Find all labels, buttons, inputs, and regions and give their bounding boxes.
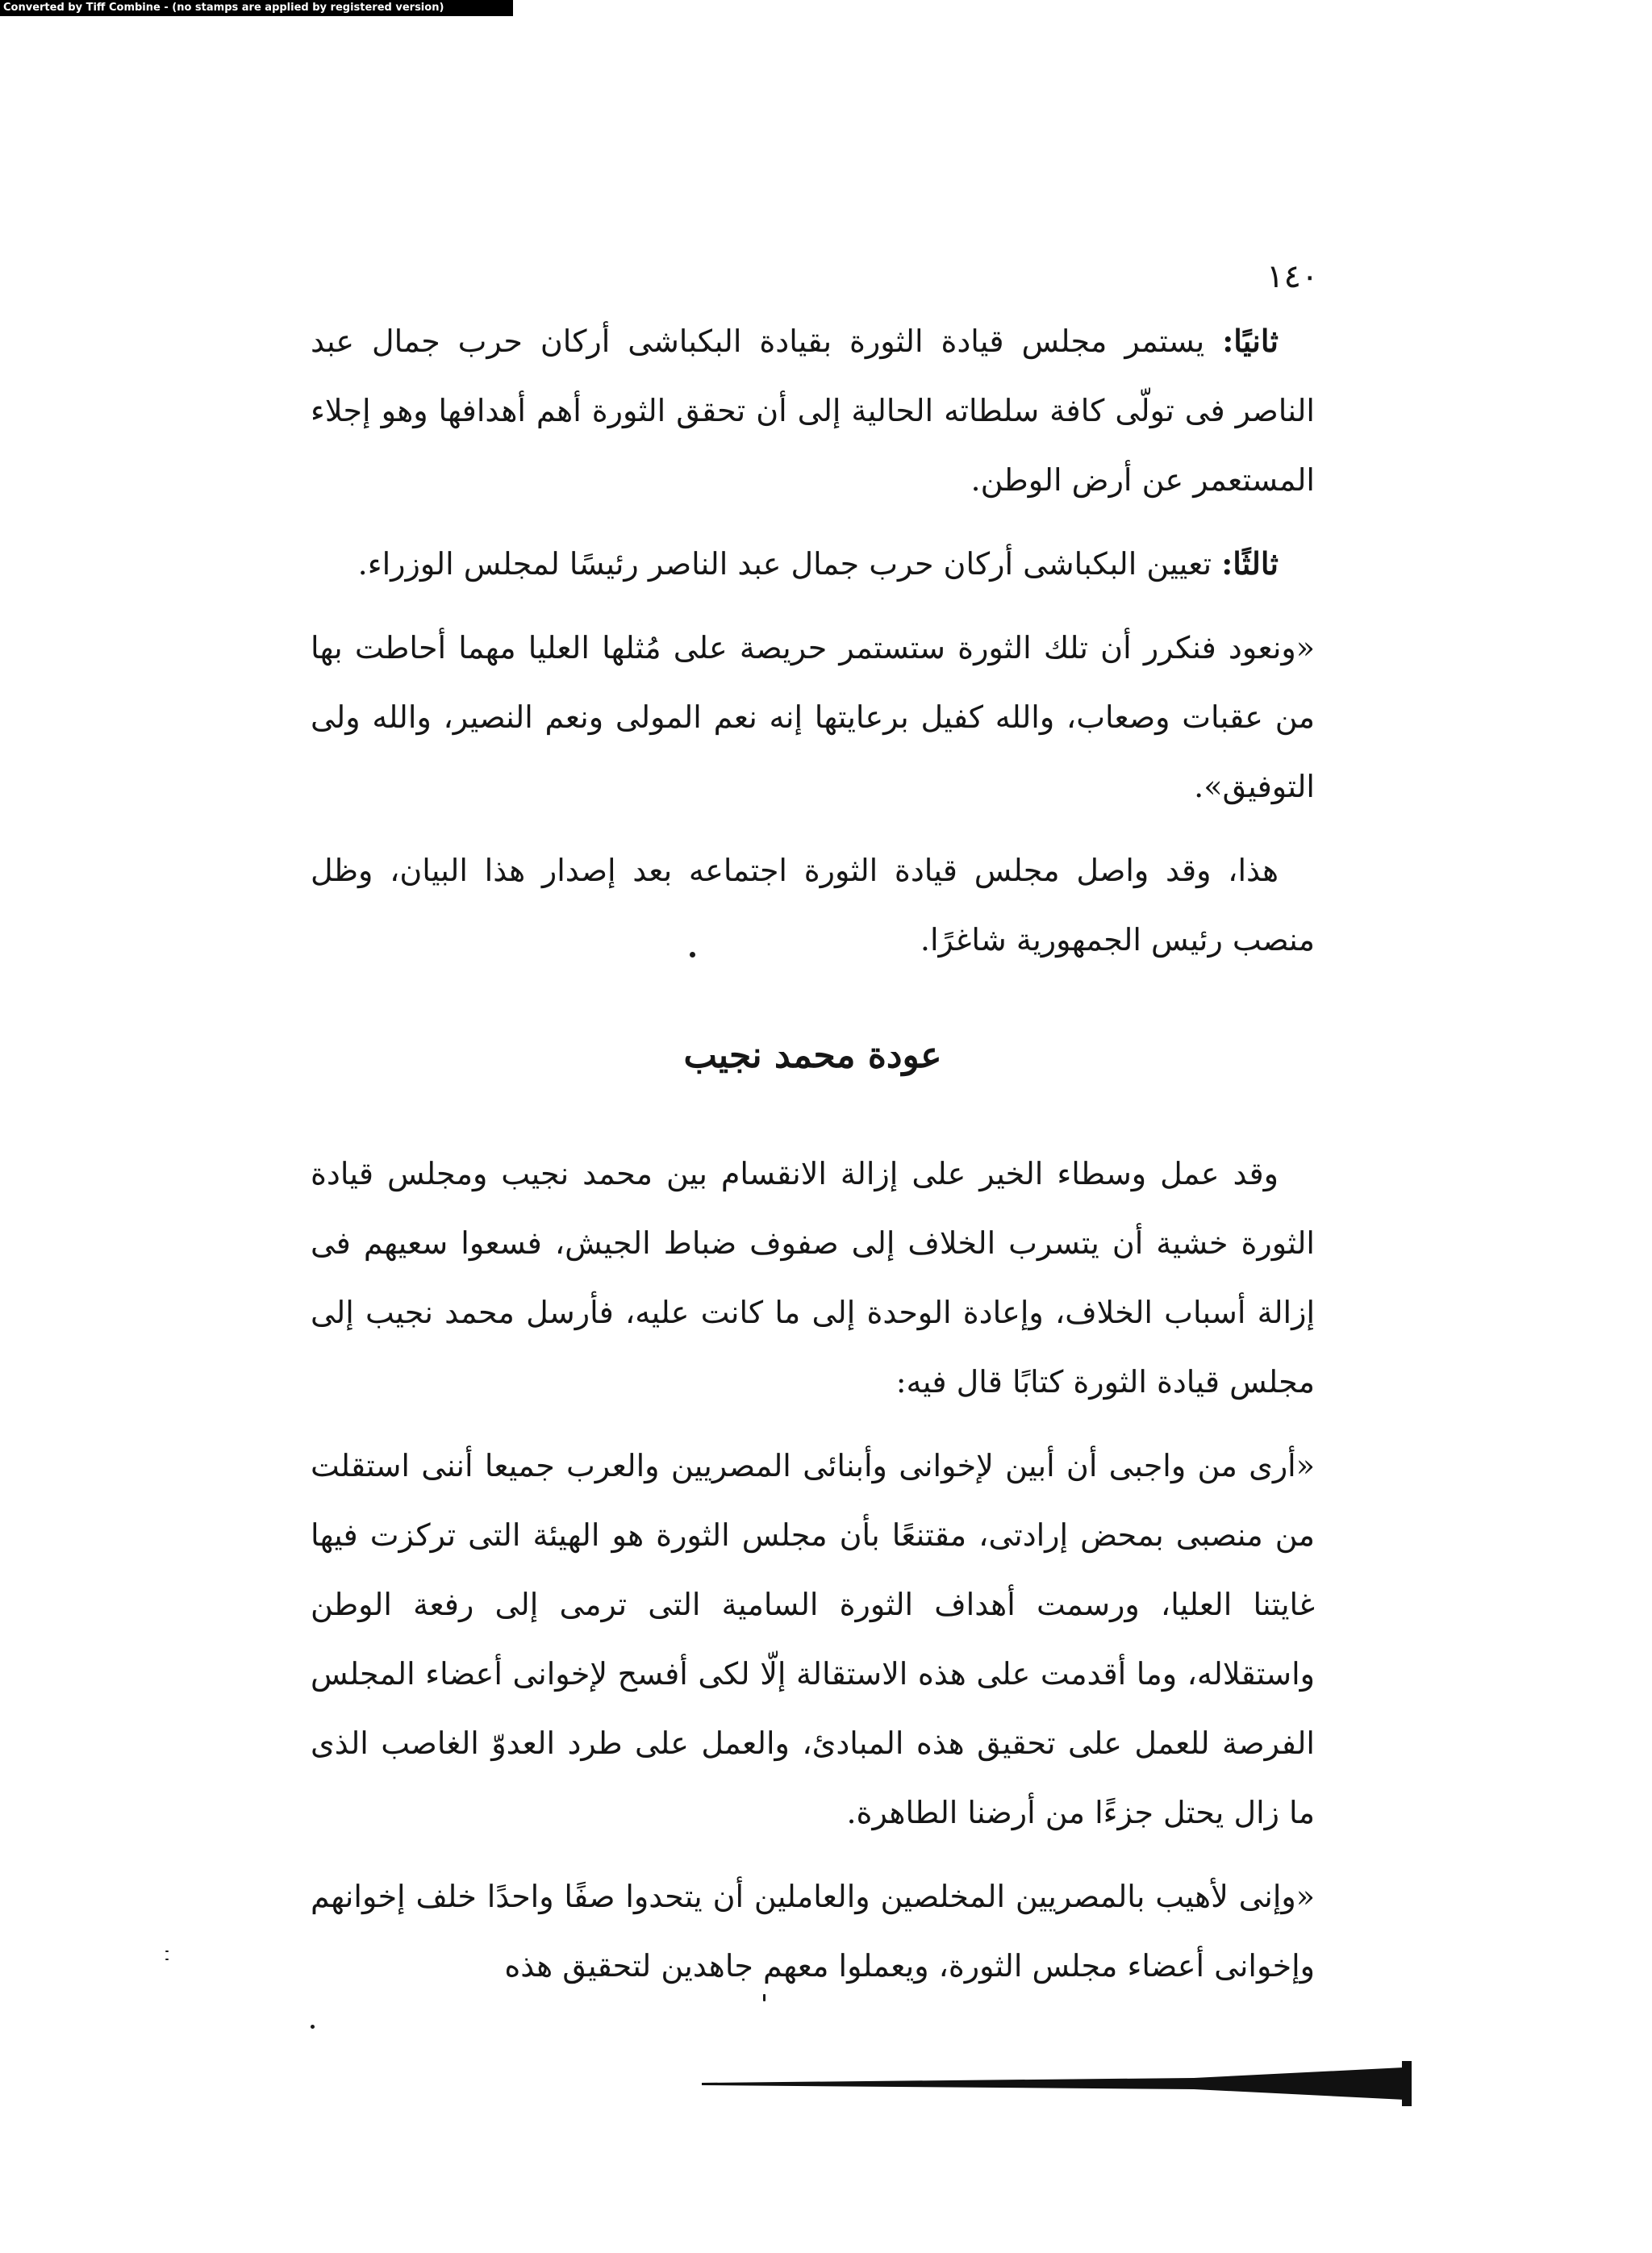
paragraph-quote-revolution: «ونعود فنكرر أن تلك الثورة ستستمر حريصة على مُثلها العليا مهما أحاطت بها من عقبات وصعاب، والله كفيل برعايتها إنه نعم المولى ونعم النصير، والله ولى التوفيق». [311, 630, 1315, 804]
paragraph-secondly [311, 307, 1315, 515]
paragraph-quote-resignation: «أرى من واجبى أن أبين لإخوانى وأبنائى المصريين والعرب جميعا أننى استقلت من منصبى بمحض إرادتى، مقتنعًا بأن مجلس الثورة هو الهيئة التى تركزت فيها غايتنا العليا، ورسمت أهداف الثورة السامية التى ترمى إلى رفعة الوطن واستقلاله، وما أقدمت على هذه الاستقالة إلّا لكى أفسح لإخوانى أعضاء المجلس الفرصة للعمل على تحقيق هذه المبادئ، والعمل على طرد العدوّ الغاصب الذى ما زال يحتل جزءًا من أرضنا الطاهرة. [311, 1448, 1315, 1830]
paragraph-council-meeting: هذا، وقد واصل مجلس قيادة الثورة اجتماعه بعد إصدار هذا البيان، وظل منصب رئيس الجمهورية شاغرًا. [311, 853, 1315, 958]
scan-speck [311, 2025, 315, 2029]
scan-speck [165, 1951, 169, 1952]
scan-speck [165, 1959, 169, 1960]
paragraph-mediators: وقد عمل وسطاء الخير على إزالة الانقسام بين محمد نجيب ومجلس قيادة الثورة خشية أن يتسرب الخلاف إلى صفوف ضباط الجيش، فسعوا سعيهم فى إزالة أسباب الخلاف، وإعادة الوحدة إلى ما كانت عليه، فأرسل محمد نجيب إلى مجلس قيادة الثورة كتابًا قال فيه: [311, 1156, 1315, 1400]
paragraph-thirdly [311, 529, 1315, 599]
paragraph-text: تعيين البكباشى أركان حرب جمال عبد الناصر رئيسًا لمجلس الوزراء. [357, 546, 1222, 582]
page-body [311, 307, 1315, 2015]
paragraph-lead: ثالثًا: [1221, 545, 1279, 582]
scan-artifact-mark [702, 2061, 1420, 2106]
scan-speck [763, 1994, 766, 2001]
paragraph-lead: ثانيًا: [1222, 323, 1279, 359]
paragraph-text: يستمر مجلس قيادة الثورة بقيادة البكباشى أركان حرب جمال عبد الناصر فى تولّى كافة سلطاته الحالية إلى أن تحقق الثورة أهم أهدافها وهو إجلاء المستعمر عن أرض الوطن. [311, 323, 1315, 498]
converter-banner: Converted by Tiff Combine - (no stamps are applied by registered version) [0, 0, 513, 16]
page-number: ١٤٠ [1266, 258, 1319, 295]
paragraph-quote-appeal: «وإنى لأهيب بالمصريين المخلصين والعاملين أن يتحدوا صفًا واحدًا خلف إخوانهم وإخوانى أعضاء مجلس الثورة، ويعملوا معهم جاهدين لتحقيق هذه [311, 1879, 1315, 1984]
section-title: عودة محمد نجيب [683, 1035, 942, 1076]
scan-speck [690, 952, 695, 958]
